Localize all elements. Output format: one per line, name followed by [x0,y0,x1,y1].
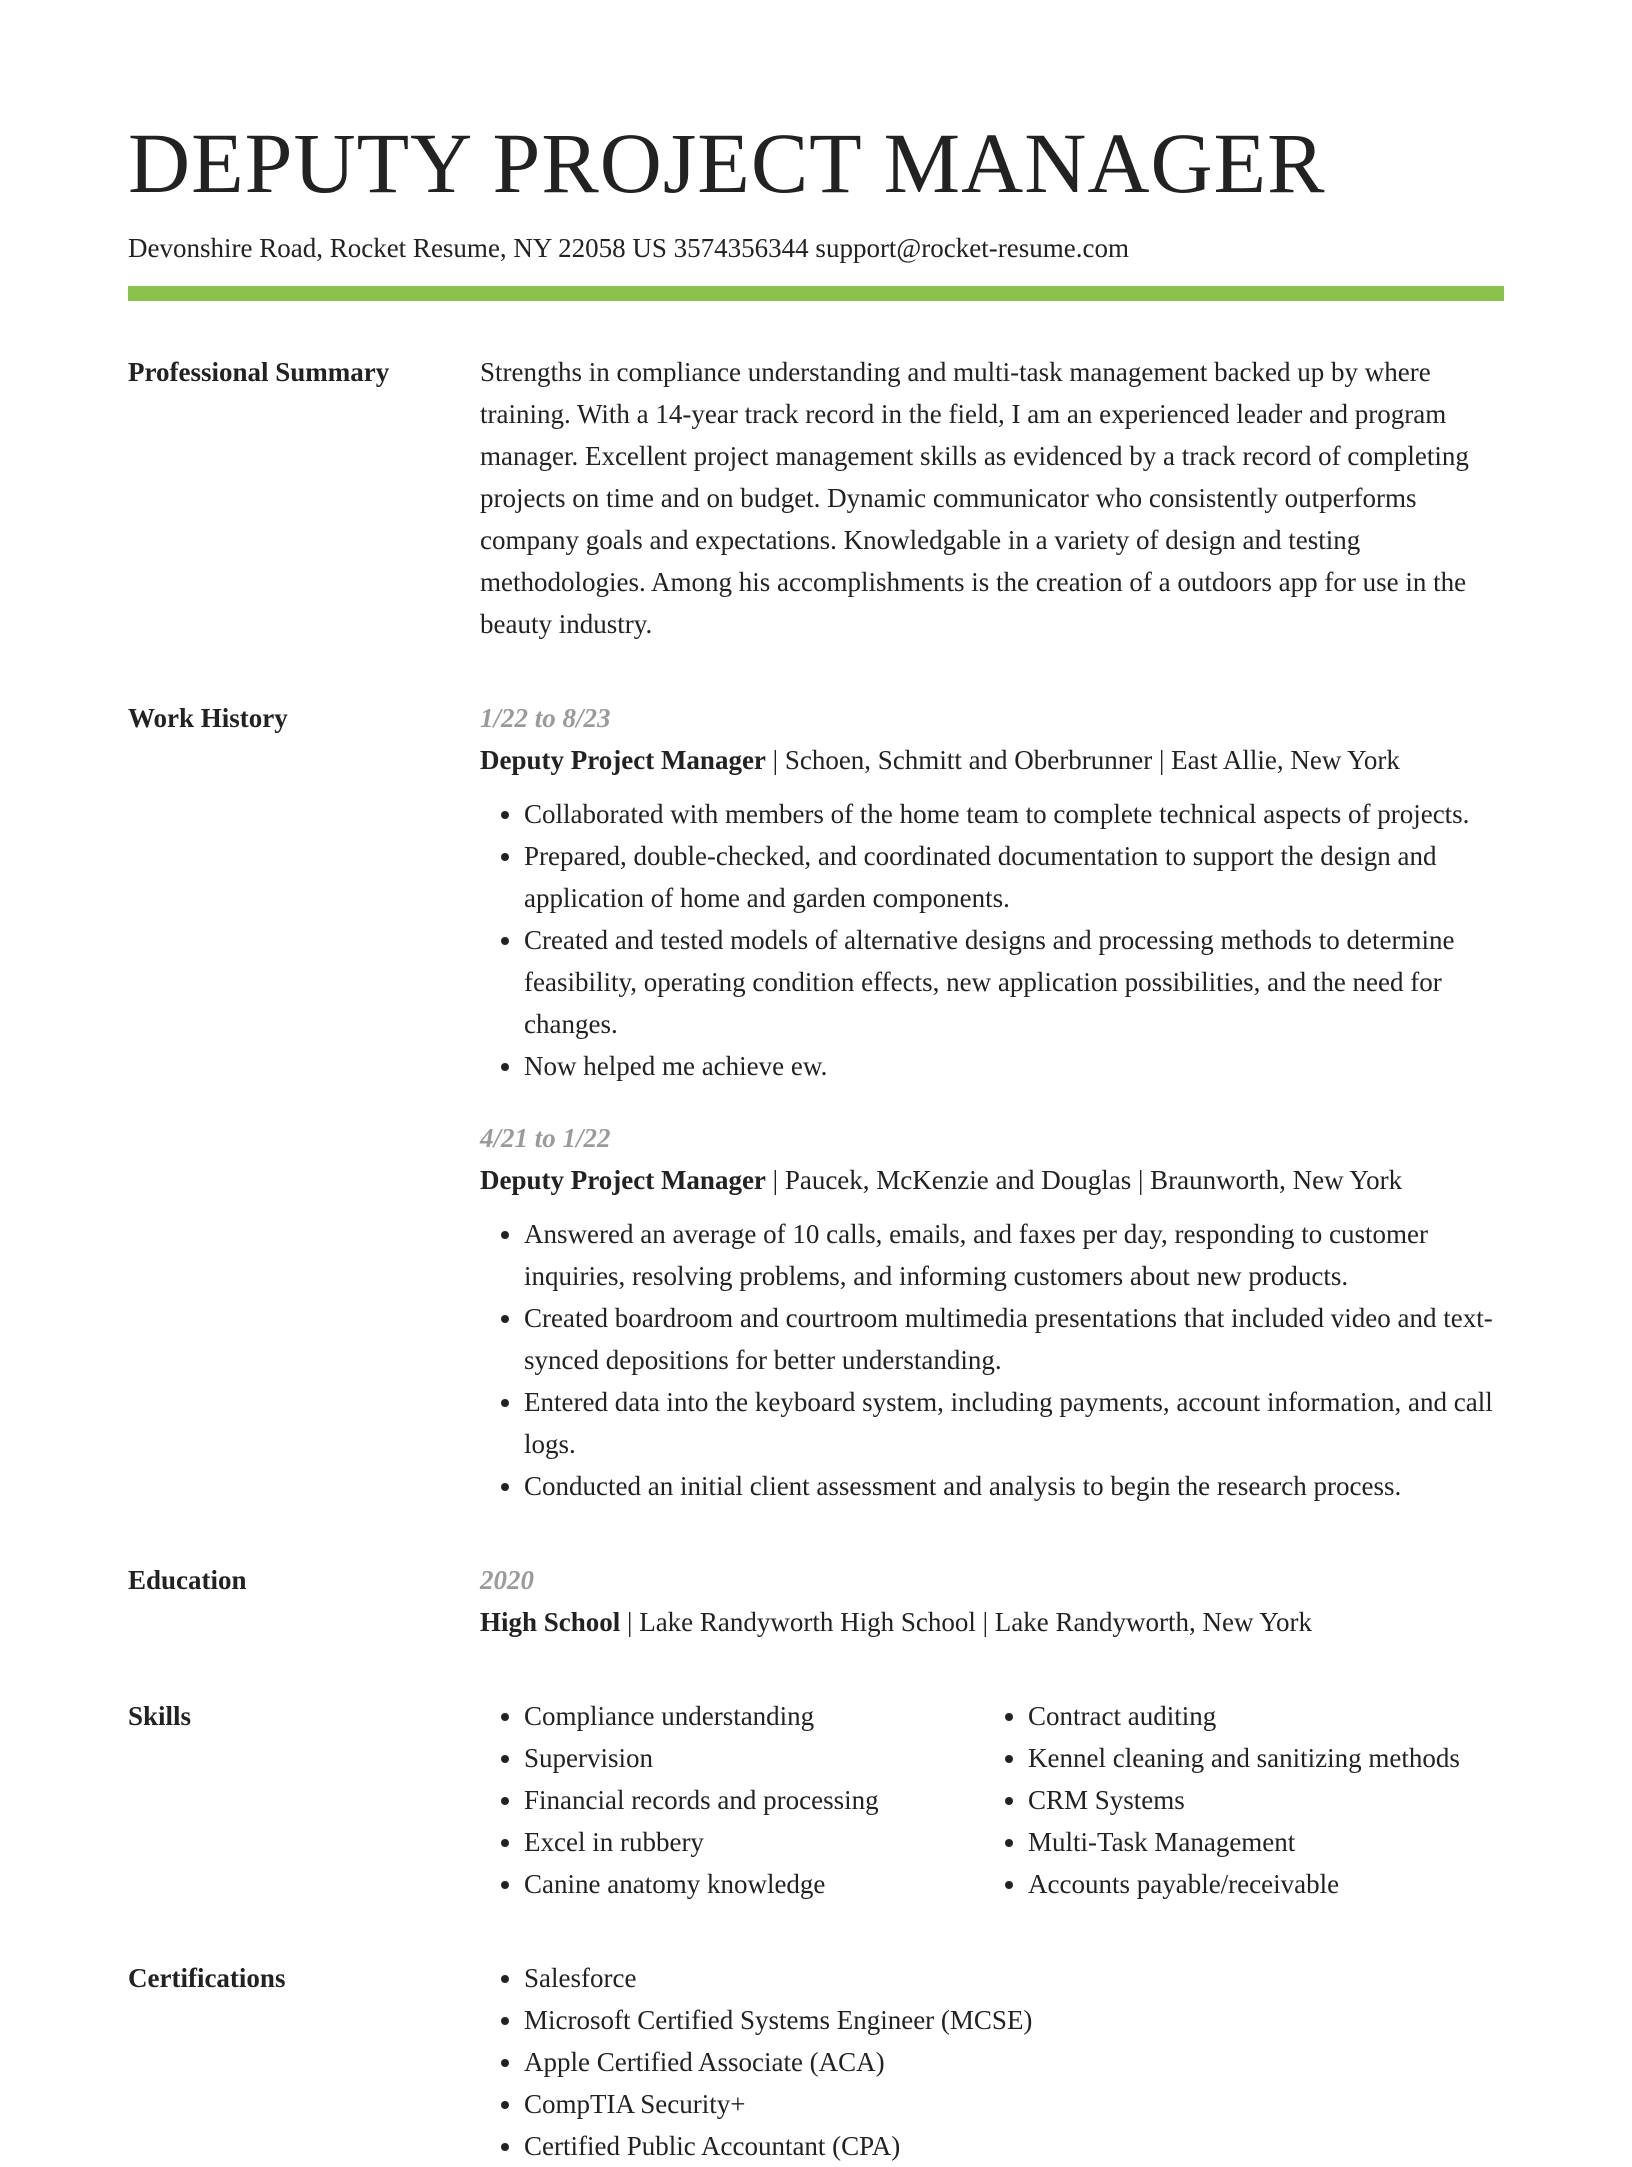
certification-item: • Microsoft Certified Systems Engineer (MCSE) [524,1999,1504,2041]
education-degree: High School [480,1607,621,1638]
summary-body [480,351,1504,645]
skill-item: • Contract auditing [1028,1695,1460,1737]
skill-item: • Excel in rubbery [524,1821,984,1863]
job-bullet: • Conducted an initial client assessment and analysis to begin the research process. [524,1465,1504,1507]
section-label-education: Education [128,1565,247,1596]
skill-item: • Kennel cleaning and sanitizing methods [1028,1737,1460,1779]
skill-item: • Multi-Task Management [1028,1821,1460,1863]
education-section [128,1559,1504,1643]
skills-column-left [480,1695,984,1905]
job-bullets [480,1213,1504,1507]
job-bullet: • Collaborated with members of the home team to complete technical aspects of projects. [524,793,1504,835]
section-label-work: Work History [128,703,288,734]
job-entry [480,1117,1504,1507]
certification-item: • Apple Certified Associate (ACA) [524,2041,1504,2083]
skills-section [128,1695,1504,1905]
job-bullet: • Entered data into the keyboard system, including payments, account information, and call logs. [524,1381,1504,1465]
job-bullet: • Created and tested models of alternative designs and processing methods to determine feasibility, operating condition effects, new application possibilities, and the need for changes. [524,919,1504,1045]
summary-text: Strengths in compliance understanding and multi-task management backed up by where training. With a 14-year track record in the field, I am an experienced leader and program manager. Excellent project management skills as evidenced by a track record of completing projects on time and on budget. Dynamic communicator who consistently outperforms company goals and expectations. Knowledgable in a variety of design and testing methodologies. Among his accomplishments is the creation of a outdoors app for use in the beauty industry. [480,357,1469,640]
section-label-skills: Skills [128,1701,192,1732]
education-headline [480,1601,1504,1643]
certification-item: • Salesforce [524,1957,1504,1999]
education-dates: 2020 [480,1565,534,1596]
certifications-body [480,1957,1504,2167]
certifications-list [480,1957,1504,2167]
job-details: | Schoen, Schmitt and Oberbrunner | East Allie, New York [765,745,1400,776]
skill-item: • Supervision [524,1737,984,1779]
skill-item: • CRM Systems [1028,1779,1460,1821]
contact-line: Devonshire Road, Rocket Resume, NY 22058 US 3574356344 support@rocket-resume.com [128,233,1129,263]
job-details: | Paucek, McKenzie and Douglas | Braunworth, New York [765,1165,1403,1196]
certification-item: • Certified Public Accountant (CPA) [524,2125,1504,2167]
skill-item: • Financial records and processing [524,1779,984,1821]
certifications-section [128,1957,1504,2167]
resume-name-heading: DEPUTY PROJECT MANAGER [128,115,1326,211]
skills-body [480,1695,1504,1905]
job-headline [480,1159,1504,1201]
job-entry [480,697,1504,1087]
certification-item: • CompTIA Security+ [524,2083,1504,2125]
summary-section [128,351,1504,645]
section-label-summary: Professional Summary [128,357,390,388]
education-details: | Lake Randyworth High School | Lake Randyworth, New York [620,1607,1313,1638]
skills-columns [480,1695,1504,1905]
work-history-body [480,697,1504,1507]
skill-item: • Canine anatomy knowledge [524,1863,984,1905]
job-title: Deputy Project Manager [480,745,766,776]
section-label-certifications: Certifications [128,1963,286,1994]
work-history-section [128,697,1504,1507]
skill-item: • Accounts payable/receivable [1028,1863,1460,1905]
skills-column-right [984,1695,1460,1905]
job-dates: 4/21 to 1/22 [480,1123,611,1154]
job-bullet: • Created boardroom and courtroom multimedia presentations that included video and text-synced depositions for better understanding. [524,1297,1504,1381]
job-headline [480,739,1504,781]
skill-item: • Compliance understanding [524,1695,984,1737]
job-dates: 1/22 to 8/23 [480,703,611,734]
job-bullet: • Prepared, double-checked, and coordinated documentation to support the design and application of home and garden components. [524,835,1504,919]
accent-divider [128,286,1504,301]
education-body [480,1559,1504,1643]
job-bullet: • Answered an average of 10 calls, emails, and faxes per day, responding to customer inquiries, resolving problems, and informing customers about new products. [524,1213,1504,1297]
job-bullet: • Now helped me achieve ew. [524,1045,1504,1087]
job-bullets [480,793,1504,1087]
job-title: Deputy Project Manager [480,1165,766,1196]
resume-page [128,0,1504,2167]
